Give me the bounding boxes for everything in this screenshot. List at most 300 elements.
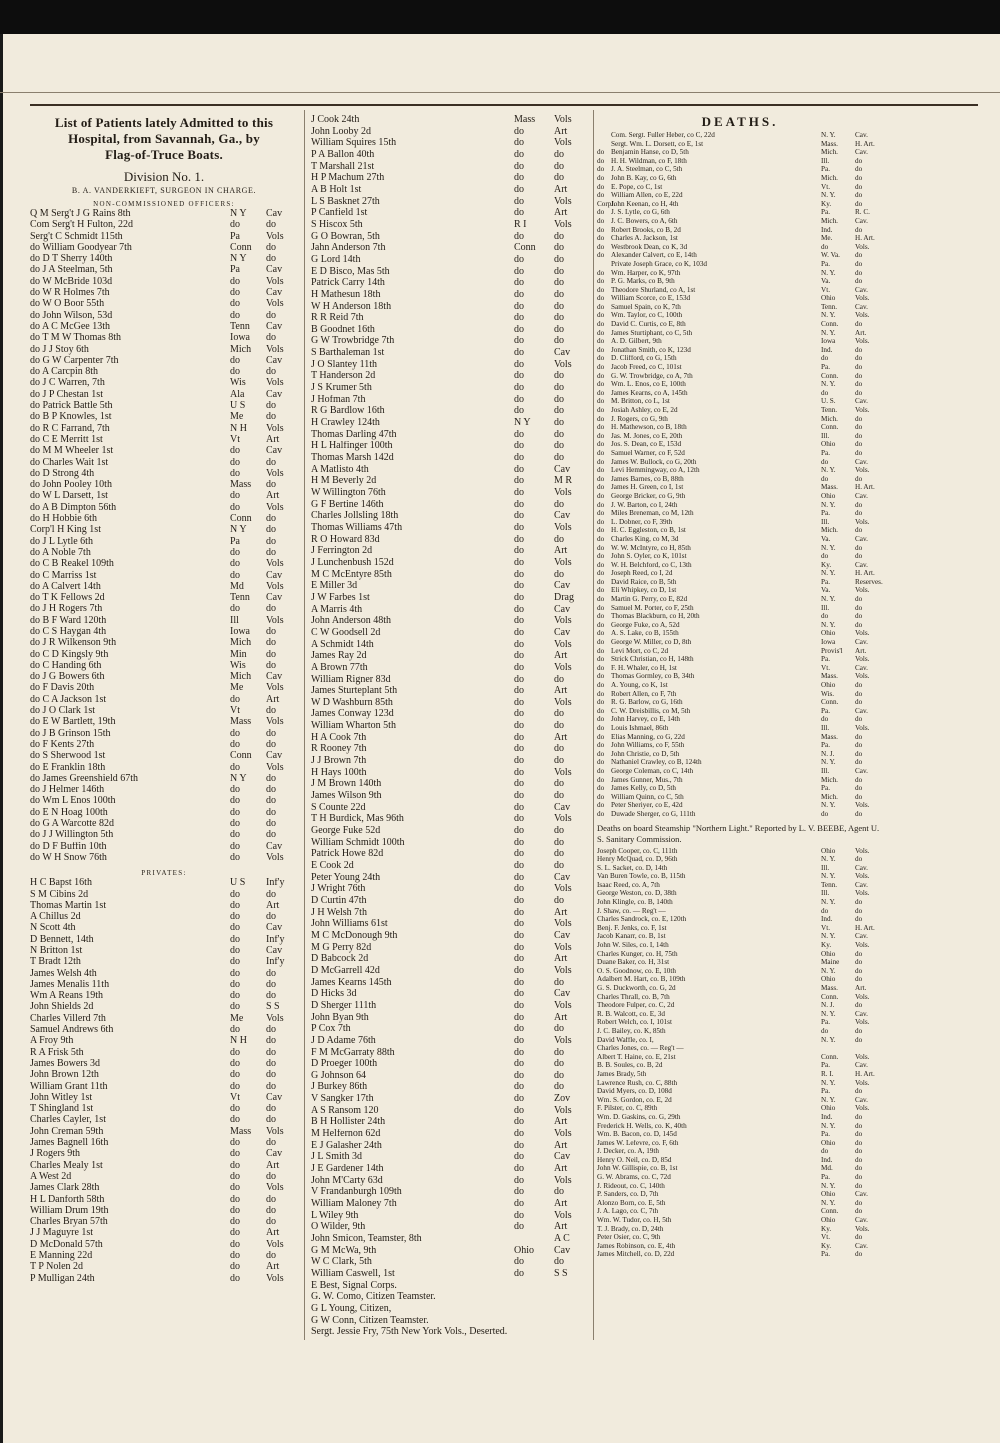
patient-unit: Vols.	[855, 1225, 870, 1233]
patient-name: do William Goodyear 7th	[30, 242, 132, 253]
title-line: Flag-of-Truce Boats.	[105, 147, 223, 162]
patient-name: R O Howard 83d	[311, 534, 380, 545]
list-item	[30, 890, 298, 901]
deceased-name: Wm. L. Enos, co E, 100th	[611, 381, 686, 389]
patient-name: J Hofman 7th	[311, 394, 366, 405]
patient-name: David Myers, co. D, 108d	[597, 1088, 672, 1096]
deceased-name: George Fuke, co A, 52d	[611, 621, 680, 629]
deceased-unit: do	[855, 372, 863, 380]
list-item	[597, 1217, 883, 1226]
list-item	[311, 348, 590, 360]
patient-unit: Cav	[554, 802, 571, 813]
patient-state: do	[514, 278, 524, 289]
deceased-name: E. Pope, co C, 1st	[611, 183, 663, 191]
list-item	[311, 779, 590, 791]
rank-prefix: do	[597, 699, 605, 707]
list-item	[30, 706, 298, 717]
list-item	[597, 873, 883, 882]
deceased-state: W. Va.	[821, 252, 840, 260]
list-item	[30, 469, 298, 480]
patient-state: N. Y.	[821, 873, 836, 881]
list-item	[311, 1048, 590, 1060]
patient-name: V Sangker 17th	[311, 1094, 374, 1105]
list-item	[597, 1183, 883, 1192]
deceased-name: James H. Green, co I, 1st	[611, 484, 684, 492]
list-item	[311, 173, 590, 185]
patient-state: Ohio	[821, 1217, 836, 1225]
patient-name: James W. Lefevre, co. F, 6th	[597, 1139, 679, 1147]
list-item	[597, 1088, 883, 1097]
patient-unit: S S	[554, 1268, 568, 1279]
list-item	[30, 480, 298, 491]
patient-name: H Hays 100th	[311, 767, 367, 778]
patient-name: E Cook 2d	[311, 861, 354, 871]
deceased-state: Ill.	[821, 432, 830, 440]
patient-unit: Vols	[554, 522, 572, 533]
patient-unit: Art	[554, 1012, 568, 1023]
deceased-unit: Vols.	[855, 630, 870, 638]
patient-state: do	[514, 651, 524, 662]
patient-unit: Drag	[554, 592, 574, 603]
patient-unit: Vols	[554, 884, 572, 895]
deceased-unit: Cav.	[855, 535, 868, 543]
deceased-state: N. J.	[821, 750, 835, 758]
patient-state: do	[514, 884, 524, 895]
list-item	[30, 853, 298, 864]
rank-prefix: do	[597, 716, 605, 724]
patient-name: Charles Kunger, co. H, 75th	[597, 950, 678, 958]
patient-unit: do	[266, 1025, 276, 1036]
top-rule	[30, 104, 978, 106]
patient-name: J O Slantey 11th	[311, 359, 378, 370]
deceased-name: William Allen, co E, 22d	[611, 192, 683, 200]
deceased-unit: do	[855, 157, 863, 165]
patient-name: do J L Lytle 6th	[30, 536, 93, 547]
deceased-unit: H. Art.	[855, 484, 875, 492]
patient-name: T. J. Brady, co. D, 24th	[597, 1225, 664, 1233]
patient-unit: H. Art.	[855, 1070, 875, 1078]
patient-name: Henry McQuad, co. D, 96th	[597, 856, 678, 864]
patient-unit: Vols.	[855, 1019, 870, 1027]
deceased-unit: do	[855, 621, 863, 629]
list-item	[597, 536, 883, 545]
patient-name: S Counte 22d	[311, 802, 366, 813]
patient-state: do	[230, 502, 240, 513]
patient-name: E D Bisco, Mas 5th	[311, 266, 390, 277]
patient-state: do	[514, 1035, 524, 1046]
patient-state: Conn	[230, 751, 252, 762]
patient-name: John Creman 59th	[30, 1126, 104, 1137]
deceased-name: Charles King, co M, 3d	[611, 535, 679, 543]
patient-unit: do	[554, 1024, 564, 1035]
deceased-state: N. Y.	[821, 312, 836, 320]
patient-state: do	[514, 534, 524, 545]
list-item	[597, 811, 883, 820]
patient-name: Com Serg't H Fulton, 22d	[30, 220, 134, 231]
deceased-unit: Cav.	[855, 149, 868, 157]
patient-unit: do	[266, 968, 276, 979]
list-item	[597, 933, 883, 942]
deaths-list	[597, 132, 883, 820]
deceased-state: do	[821, 810, 829, 818]
patient-state: Ind.	[821, 1113, 833, 1121]
patient-unit: Vols	[266, 559, 284, 570]
rank-prefix: do	[597, 802, 605, 810]
patient-name: do J A Steelman, 5th	[30, 265, 113, 276]
patient-state: do	[514, 313, 524, 324]
deceased-state: Ill.	[821, 767, 830, 775]
patient-name: Isaac Reed, co. A, 7th	[597, 881, 660, 889]
list-item	[30, 1093, 298, 1104]
list-item	[597, 261, 883, 270]
deceased-unit: do	[855, 613, 863, 621]
list-item	[597, 527, 883, 536]
patient-name: John Williams 61st	[311, 919, 388, 930]
patient-unit: Vols	[266, 378, 284, 389]
patient-name: A Marris 4th	[311, 604, 363, 615]
patient-name: do W L Darsett, 1st	[30, 491, 108, 502]
list-item	[597, 1054, 883, 1063]
list-item	[30, 1002, 298, 1013]
list-item	[311, 430, 590, 442]
deceased-name: John Christie, co D, 5th	[611, 750, 680, 758]
patient-unit: Cav	[266, 355, 283, 366]
deceased-unit: do	[855, 260, 863, 268]
deceased-name: John Harvey, co E, 14th	[611, 716, 680, 724]
rank-prefix: do	[597, 286, 605, 294]
patient-unit: do	[266, 660, 276, 671]
patient-state: Mass	[230, 717, 252, 728]
patient-state: do	[230, 1217, 240, 1228]
list-item	[311, 1106, 590, 1118]
rank-prefix: do	[597, 278, 605, 286]
patient-state: Ill.	[821, 890, 830, 898]
patient-name: Charles Thrall, co. B, 7th	[597, 993, 670, 1001]
list-item	[30, 969, 298, 980]
patient-unit: do	[554, 149, 564, 160]
patient-name: do W H Snow 76th	[30, 852, 107, 863]
deceased-name: Wm. Harper, co K, 97th	[611, 269, 681, 277]
patient-state: do	[230, 1262, 240, 1273]
patient-unit: Vols	[266, 717, 284, 728]
patient-unit: Vols	[554, 662, 572, 673]
patient-name: J H Welsh 7th	[311, 907, 367, 918]
list-item	[311, 989, 590, 1001]
patient-name: do C Marriss 1st	[30, 570, 97, 581]
patient-name: T Handerson 2d	[311, 371, 376, 382]
deceased-name: Wm. Taylor, co C, 100th	[611, 312, 683, 320]
rank-prefix: do	[597, 535, 605, 543]
list-item	[30, 435, 298, 446]
deceased-state: N. Y.	[821, 759, 836, 767]
patient-unit: A C	[554, 1234, 570, 1244]
patient-name: do D F Buffin 10th	[30, 841, 107, 852]
patient-name: O Wilder, 9th	[311, 1222, 366, 1233]
list-item	[597, 338, 883, 347]
deceased-state: N. Y.	[821, 329, 836, 337]
deceased-state: Iowa	[821, 338, 836, 346]
deceased-unit: do	[855, 166, 863, 174]
patient-name: do John Wilson, 53d	[30, 310, 113, 321]
patient-state: do	[230, 446, 240, 457]
patient-state: do	[514, 464, 524, 475]
patient-name: J L Smith 3d	[311, 1152, 363, 1163]
patient-unit: Vols.	[855, 1105, 870, 1113]
patient-state: do	[230, 468, 240, 479]
patient-unit: do	[266, 819, 276, 830]
list-item	[597, 287, 883, 296]
patient-unit: do	[266, 242, 276, 253]
patient-state: Vt.	[821, 924, 830, 932]
patient-name: H L Danforth 58th	[30, 1194, 105, 1205]
patient-state: N. Y.	[821, 899, 836, 907]
patient-unit: do	[855, 1088, 863, 1096]
deceased-unit: R. C.	[855, 209, 870, 217]
patient-name: P Mulligan 24th	[30, 1273, 95, 1284]
patient-unit: do	[855, 1156, 863, 1164]
rank-prefix: do	[597, 449, 605, 457]
patient-state: do	[230, 923, 240, 934]
patient-state: do	[514, 814, 524, 825]
patient-name: E Best, Signal Corps.	[311, 1280, 397, 1291]
patient-name: James Ray 2d	[311, 651, 367, 662]
patient-unit: do	[554, 1082, 564, 1093]
list-item	[30, 299, 298, 310]
patient-state: Pa.	[821, 1174, 830, 1182]
patient-unit: do	[855, 1251, 863, 1259]
patient-state: do	[230, 276, 240, 287]
patient-state: do	[514, 196, 524, 207]
patient-state: do	[230, 694, 240, 705]
list-item	[30, 582, 298, 593]
patient-unit: do	[266, 889, 276, 900]
deceased-unit: Art.	[855, 647, 867, 655]
patient-state: do	[514, 1164, 524, 1175]
patient-unit: Cav.	[855, 1096, 868, 1104]
patient-unit: do	[554, 1257, 564, 1268]
patient-name: P A Ballon 40th	[311, 149, 375, 160]
deceased-unit: Vols.	[855, 518, 870, 526]
deceased-name: James Sturtiphant, co C, 5th	[611, 329, 693, 337]
list-item	[30, 446, 298, 457]
patient-unit: do	[554, 895, 564, 906]
list-item	[311, 709, 590, 721]
patient-unit: do	[266, 739, 276, 750]
patient-name: D Curtin 47th	[311, 895, 367, 906]
patient-state: do	[514, 1059, 524, 1070]
list-item	[311, 768, 590, 780]
patient-name: James Robinson, co. E, 4th	[597, 1242, 676, 1250]
patient-name: do J O Clark 1st	[30, 706, 95, 717]
patient-state: Conn.	[821, 993, 839, 1001]
patient-name: John Brown 12th	[30, 1070, 99, 1081]
patient-name: Charles Mealy 1st	[30, 1160, 103, 1171]
deceased-state: Pa.	[821, 785, 830, 793]
patient-name: P. Sanders, co. D, 7th	[597, 1191, 659, 1199]
patient-state: Ky.	[821, 942, 832, 950]
patient-name: G L Young, Citizen,	[311, 1303, 392, 1314]
deceased-name: W. W. McIntyre, co H, 85th	[611, 544, 691, 552]
patient-state: Ind.	[821, 916, 833, 924]
patient-state: Maine	[821, 959, 840, 967]
patient-unit: Cav.	[855, 881, 868, 889]
patient-unit: do	[266, 1171, 276, 1182]
patient-state: do	[514, 965, 524, 976]
deceased-name: Jos. S. Dean, co E, 153d	[611, 441, 682, 449]
patient-unit: do	[266, 310, 276, 321]
deceased-name: G. W. Trowbridge, co A, 7th	[611, 372, 693, 380]
patient-state: do	[230, 1183, 240, 1194]
patient-state: Conn.	[821, 1053, 839, 1061]
list-item	[597, 785, 883, 794]
patient-name: John M'Carty 63d	[311, 1175, 383, 1186]
patient-state: do	[514, 254, 524, 265]
list-item	[597, 330, 883, 339]
patient-name: J. A. Lago, co. C, 7th	[597, 1208, 659, 1216]
patient-state: Wis	[230, 660, 246, 671]
patient-state: Min	[230, 649, 247, 660]
rank-prefix: do	[597, 682, 605, 689]
deceased-unit: Cav.	[855, 286, 868, 294]
patient-name: S Hiscox 5th	[311, 219, 363, 230]
rank-prefix: do	[597, 501, 605, 509]
rank-prefix: do	[597, 192, 605, 200]
patient-name: R R Reid 7th	[311, 313, 364, 324]
patient-name: H M Beverly 2d	[311, 476, 377, 487]
patient-state: do	[514, 569, 524, 580]
patient-unit: do	[855, 1113, 863, 1121]
patient-state: do	[230, 457, 240, 468]
list-item	[311, 500, 590, 512]
patient-unit: Vols.	[855, 942, 870, 950]
patient-name: William Rigner 83d	[311, 674, 391, 685]
deceased-name: John Keenan, co H, 4th	[611, 200, 679, 208]
patient-unit: Vols	[554, 697, 572, 708]
list-item	[30, 571, 298, 582]
patient-name: W C Clark, 5th	[311, 1257, 372, 1268]
deceased-name: James W. Bullock, co G, 20th	[611, 458, 697, 466]
patient-unit: do	[855, 1131, 863, 1139]
deceased-state: Mich.	[821, 149, 838, 157]
rank-prefix: do	[597, 776, 605, 784]
list-item	[597, 209, 883, 218]
list-item	[311, 931, 590, 943]
list-item	[311, 1211, 590, 1223]
list-item	[30, 537, 298, 548]
patient-state: Mass.	[821, 985, 838, 992]
list-item	[30, 683, 298, 694]
patient-name: J. Rideout, co. C, 140th	[597, 1182, 665, 1190]
deceased-state: Mich.	[821, 217, 838, 225]
patient-name: do Wm L Enos 100th	[30, 796, 116, 807]
patient-unit: Cav.	[855, 1191, 868, 1199]
deceased-name: Peter Sheriyer, co E, 42d	[611, 802, 683, 810]
patient-state: do	[230, 288, 240, 299]
rank-prefix: do	[597, 578, 605, 586]
patient-unit: Cav	[266, 265, 283, 276]
deceased-state: N. Y.	[821, 570, 836, 578]
deceased-unit: Cav.	[855, 492, 868, 500]
rank-prefix: do	[597, 639, 605, 647]
deceased-name: Samuel M. Porter, co F, 25th	[611, 604, 694, 612]
patient-state: do	[514, 1070, 524, 1081]
deceased-unit: do	[855, 252, 863, 260]
patient-unit: do	[266, 254, 276, 265]
patient-state: do	[230, 785, 240, 796]
patient-unit: Cav	[554, 511, 571, 522]
list-item	[30, 991, 298, 1002]
list-item	[597, 673, 883, 682]
patient-unit: do	[554, 977, 564, 988]
list-item	[597, 373, 883, 382]
patient-state: Ill	[230, 615, 239, 626]
deceased-state: Ohio	[821, 295, 836, 303]
patient-name: do J C Warren, 7th	[30, 378, 105, 389]
patient-name: V Frandanburgh 109th	[311, 1187, 402, 1198]
patient-state: do	[230, 570, 240, 581]
patient-unit: Vols	[266, 423, 284, 434]
list-item	[30, 514, 298, 525]
deceased-name: George Bricker, co G, 9th	[611, 492, 686, 500]
patient-state: do	[230, 1047, 240, 1058]
patient-unit: Cav	[554, 1152, 571, 1163]
patient-state: do	[514, 149, 524, 160]
patient-name: Lawrence Rush, co. C, 88th	[597, 1079, 678, 1087]
patient-unit: Art	[554, 126, 568, 137]
list-item	[311, 1281, 590, 1293]
deceased-unit: Vols.	[855, 312, 870, 320]
list-item	[311, 919, 590, 931]
deceased-name: Louis Ishmael, 86th	[611, 724, 669, 732]
rank-prefix: do	[597, 596, 605, 604]
list-item	[311, 511, 590, 523]
surgeon-line: B. A. VANDERKIEFT, SURGEON IN CHARGE.	[71, 186, 257, 195]
deceased-state: do	[821, 458, 829, 466]
rank-prefix: do	[597, 303, 605, 311]
patient-state: do	[514, 266, 524, 277]
patient-state: do	[821, 1027, 829, 1035]
patient-state: Iowa	[230, 626, 250, 637]
list-item	[597, 959, 883, 968]
patient-name: H L Halfinger 100th	[311, 441, 393, 452]
privates-list	[30, 878, 298, 1285]
deceased-name: John Williams, co F, 55th	[611, 742, 685, 750]
patient-state: do	[514, 499, 524, 510]
list-item	[311, 197, 590, 209]
patient-unit: Vols	[554, 814, 572, 825]
patient-name: S M Cibins 2d	[30, 889, 89, 900]
deceased-unit: do	[855, 596, 863, 604]
steamship-deaths-list	[597, 848, 883, 1261]
list-item	[597, 192, 883, 201]
rank-prefix: do	[597, 157, 605, 165]
list-item	[311, 546, 590, 558]
rank-prefix: do	[597, 329, 605, 337]
patient-state: do	[514, 791, 524, 802]
list-item	[311, 605, 590, 617]
patient-unit: do	[266, 728, 276, 739]
list-item	[30, 1274, 298, 1285]
list-item	[30, 525, 298, 536]
list-item	[311, 371, 590, 383]
patient-name: do W R Holmes 7th	[30, 288, 110, 299]
privates-heading: PRIVATES:	[141, 869, 187, 878]
patient-name: A Matlisto 4th	[311, 464, 369, 475]
list-item	[30, 796, 298, 807]
list-item	[311, 849, 590, 861]
patient-state: R. I.	[821, 1070, 834, 1078]
list-item	[597, 968, 883, 977]
